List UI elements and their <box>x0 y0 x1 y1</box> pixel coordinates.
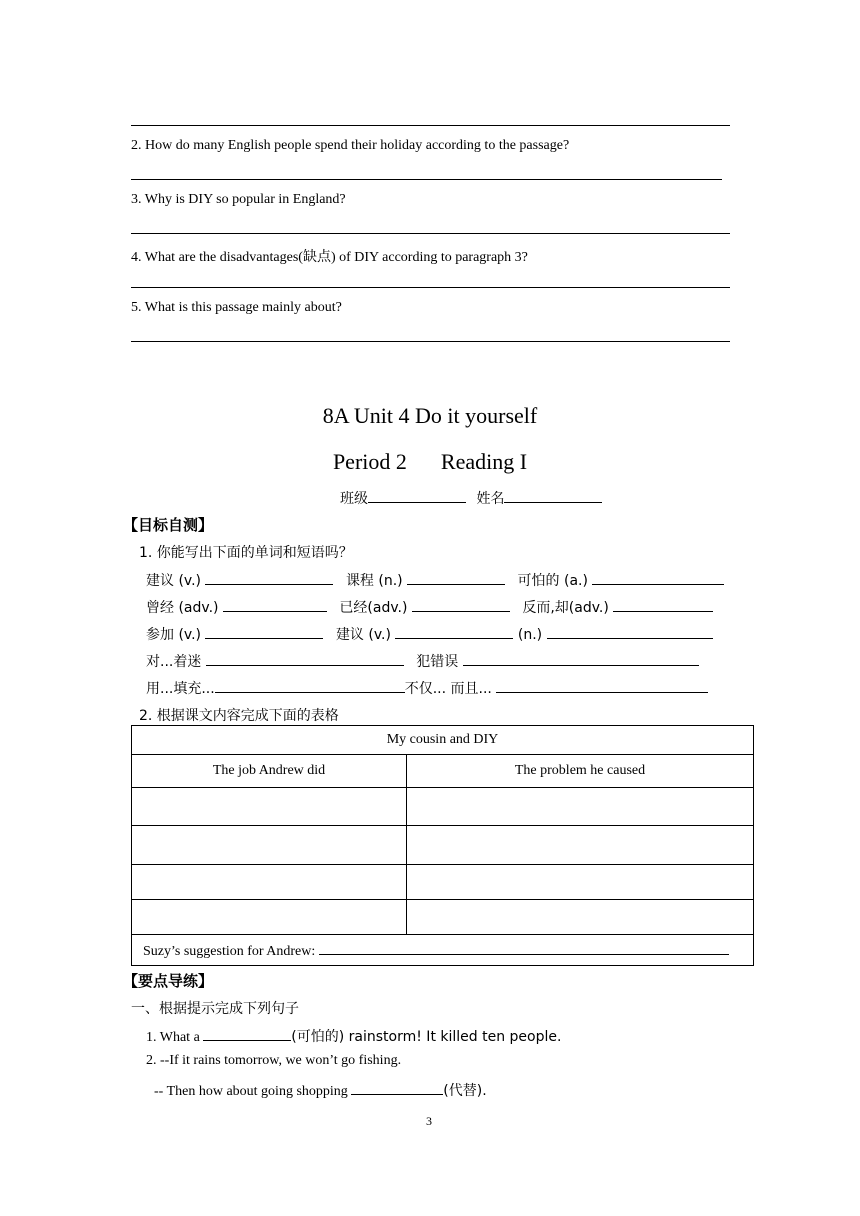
suggestion-blank[interactable] <box>319 940 729 955</box>
vocab-blank[interactable] <box>223 597 327 612</box>
answer-line <box>131 179 722 180</box>
class-blank[interactable] <box>368 488 466 503</box>
table-cell[interactable] <box>132 865 407 900</box>
vocab-blank[interactable] <box>592 570 724 585</box>
answer-line <box>131 125 730 126</box>
table-cell[interactable] <box>132 826 407 865</box>
vocab-blank[interactable] <box>463 651 699 666</box>
vocab-blank[interactable] <box>206 651 404 666</box>
reading-label: Reading I <box>440 449 528 474</box>
vocab-blank[interactable] <box>407 570 505 585</box>
question-4: 4. What are the disadvantages(缺点) of DIY according to paragraph 3? <box>131 250 528 265</box>
answer-line <box>131 287 730 288</box>
answer-line <box>131 341 730 342</box>
column-header-problem: The problem he caused <box>407 755 754 788</box>
unit-title: 8A Unit 4 Do it yourself <box>322 403 538 428</box>
table-cell[interactable] <box>407 826 754 865</box>
name-blank[interactable] <box>504 488 602 503</box>
answer-line <box>131 233 730 234</box>
table-cell[interactable] <box>132 900 407 935</box>
vocab-blank[interactable] <box>496 678 708 693</box>
suggestion-label: Suzy’s suggestion for Andrew: <box>143 944 316 959</box>
vocab-row-2: 曾经 (adv.) 已经(adv.) 反而,却(adv.) <box>146 597 713 617</box>
name-label: 姓名 <box>476 491 505 507</box>
question-2: 2. How do many English people spend their holiday according to the passage? <box>131 138 570 153</box>
question-5: 5. What is this passage mainly about? <box>131 300 342 315</box>
task-2-instruction: 2. 根据课文内容完成下面的表格 <box>139 708 339 724</box>
period-label: Period 2 <box>332 449 407 474</box>
sentence-3: -- Then how about going shopping (代替). <box>154 1080 487 1100</box>
task-1-instruction: 1. 你能写出下面的单词和短语吗？ <box>139 545 353 561</box>
sentence-blank[interactable] <box>351 1080 443 1095</box>
class-label: 班级 <box>340 491 368 507</box>
table-cell[interactable] <box>132 788 407 826</box>
vocab-blank[interactable] <box>395 624 513 639</box>
sentence-1: 1. What a (可怕的) rainstorm! It killed ten people. <box>146 1026 561 1046</box>
vocab-row-5: 用...填充... 不仅... 而且... <box>146 678 708 698</box>
column-header-job: The job Andrew did <box>132 755 407 788</box>
section-heading-key-points: 【要点导练】 <box>123 972 214 990</box>
exercise-instruction: 一、根据提示完成下列句子 <box>131 1001 299 1017</box>
vocab-blank[interactable] <box>412 597 510 612</box>
table-title: My cousin and DIY <box>132 726 754 755</box>
diy-table <box>131 725 754 966</box>
sentence-2: 2. --If it rains tomorrow, we won’t go fishing. <box>146 1053 402 1068</box>
page-number: 3 <box>426 1114 432 1128</box>
table-cell[interactable] <box>407 900 754 935</box>
section-heading-goals: 【目标自测】 <box>123 516 214 534</box>
question-3: 3. Why is DIY so popular in England? <box>131 192 346 207</box>
class-name-row <box>340 488 602 508</box>
vocab-row-1: 建议 (v.) 课程 (n.) 可怕的 (a.) <box>146 570 724 590</box>
vocab-blank[interactable] <box>613 597 713 612</box>
sentence-blank[interactable] <box>203 1026 291 1041</box>
vocab-row-4: 对...着迷 犯错误 <box>146 651 699 671</box>
table-cell[interactable] <box>407 865 754 900</box>
period-title <box>0 449 860 475</box>
table-cell[interactable] <box>407 788 754 826</box>
vocab-blank[interactable] <box>205 570 333 585</box>
vocab-blank[interactable] <box>215 678 405 693</box>
vocab-blank[interactable] <box>547 624 713 639</box>
vocab-row-3: 参加 (v.) 建议 (v.) (n.) <box>146 624 713 644</box>
vocab-blank[interactable] <box>205 624 323 639</box>
suggestion-row <box>132 935 754 966</box>
